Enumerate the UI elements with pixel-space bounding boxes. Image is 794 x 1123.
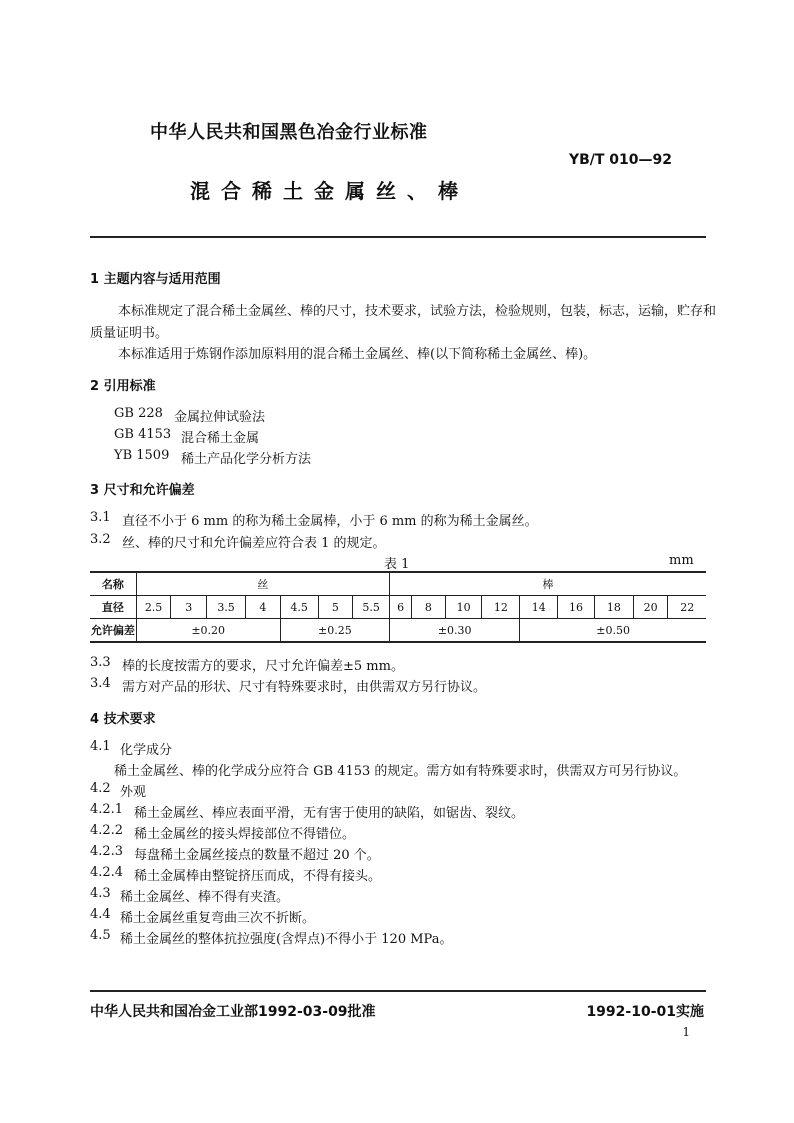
clause-text: 稀土金属丝、棒不得有夹渣。 [120,890,290,905]
clause-text: 稀土金属丝重复弯曲三次不折断。 [120,911,316,926]
clause-number: 3.2 [90,532,111,547]
table-cell: ±0.30 [390,619,520,643]
page-number: 1 [682,1025,690,1039]
table-row [90,572,706,596]
clause-number: 4.4 [90,907,111,922]
table-cell: 5.5 [353,596,390,619]
clause-text: 化学成分 [120,743,173,758]
table-cell: 3.5 [207,596,246,619]
approval-line: 中华人民共和国冶金工业部1992-03-09批准 [90,1004,376,1020]
table-cell: ±0.25 [280,619,389,643]
footer-rule [90,990,706,992]
table-cell: 4 [246,596,281,619]
table-header-name: 名称 [90,572,136,596]
table-row [90,619,706,643]
table-header-diameter: 直径 [90,596,136,619]
section-4-heading: 4 技术要求 [90,712,156,727]
clause-number: 4.3 [90,886,111,901]
clause-text: 稀土金属丝的接头焊接部位不得错位。 [134,827,356,842]
table-row [90,596,706,619]
clause-number: 3.3 [90,655,111,670]
table-header-wire: 丝 [136,572,389,596]
clause-number: 4.1 [90,739,111,754]
table-cell: 6 [390,596,412,619]
table-cell: 20 [633,596,668,619]
table-cell: 4.5 [280,596,318,619]
table-cell: 18 [594,596,633,619]
table-cell: 3 [171,596,207,619]
document-title: 混合稀土金属丝、棒 [190,179,469,203]
table-cell: 14 [520,596,558,619]
table-cell: 22 [668,596,706,619]
clause-number: 3.4 [90,676,111,691]
clause-text: 棒的长度按需方的要求，尺寸允许偏差±5 mm。 [122,659,404,674]
standard-code: YB/T 010—92 [568,152,672,168]
clause-text: 每盘稀土金属丝接点的数量不超过 20 个。 [134,848,380,863]
table-header-tolerance: 允许偏差 [90,619,136,643]
ref-code: GB 4153 [114,427,172,442]
clause-text: 需方对产品的形状、尺寸有特殊要求时，由供需双方另行协议。 [122,680,487,695]
clause-text: 稀土金属丝的整体抗拉强度(含焊点)不得小于 120 MPa。 [120,932,453,947]
table-header-rod: 棒 [390,572,706,596]
table-cell: ±0.50 [520,619,706,643]
clause-number: 3.1 [90,510,111,525]
ref-code: GB 228 [114,406,163,421]
clause-number: 4.2.4 [90,865,124,880]
ref-name: 混合稀土金属 [181,431,260,446]
clause-text: 丝、棒的尺寸和允许偏差应符合表 1 的规定。 [122,536,386,551]
clause-number: 4.5 [90,928,111,943]
clause-text: 外观 [120,785,147,800]
clause-number: 4.2.1 [90,802,124,817]
clause-number: 4.2.3 [90,844,124,859]
section-1-para-1-cont: 质量证明书。 [90,326,169,341]
table-1 [90,571,706,643]
table-cell: 5 [318,596,353,619]
table-cell: 16 [558,596,595,619]
section-1-para-2: 本标准适用于炼钢作添加原料用的混合稀土金属丝、棒(以下简称稀土金属丝、棒)。 [118,347,597,362]
clause-number: 4.2 [90,781,111,796]
section-1-para-1: 本标准规定了混合稀土金属丝、棒的尺寸，技术要求，试验方法，检验规则，包装，标志，运输，贮存和 [118,304,717,319]
section-2-heading: 2 引用标准 [90,379,156,394]
clause-number: 4.2.2 [90,823,124,838]
section-1-heading: 1 主题内容与适用范围 [90,272,221,287]
table-cell: ±0.20 [136,619,280,643]
clause-text: 直径不小于 6 mm 的称为稀土金属棒，小于 6 mm 的称为稀土金属丝。 [122,514,538,529]
clause-text: 稀土金属丝、棒应表面平滑，无有害于使用的缺陷，如锯齿、裂纹。 [134,806,525,821]
clause-text: 稀土金属棒由整锭挤压而成，不得有接头。 [134,869,382,884]
section-3-heading: 3 尺寸和允许偏差 [90,483,195,498]
table-cell: 10 [445,596,482,619]
effective-date: 1992-10-01实施 [586,1004,704,1020]
table-cell: 12 [482,596,520,619]
ref-name: 金属拉伸试验法 [174,410,266,425]
ref-code: YB 1509 [114,448,170,463]
table-cell: 8 [412,596,446,619]
standard-category: 中华人民共和国黑色冶金行业标准 [150,122,428,143]
table-caption: 表 1 [384,557,410,572]
table-unit: mm [669,553,694,568]
ref-name: 稀土产品化学分析方法 [181,452,312,467]
table-cell: 2.5 [136,596,171,619]
header-rule [90,236,706,238]
clause-paragraph: 稀土金属丝、棒的化学成分应符合 GB 4153 的规定。需方如有特殊要求时，供需双方可另行协议。 [114,764,687,779]
